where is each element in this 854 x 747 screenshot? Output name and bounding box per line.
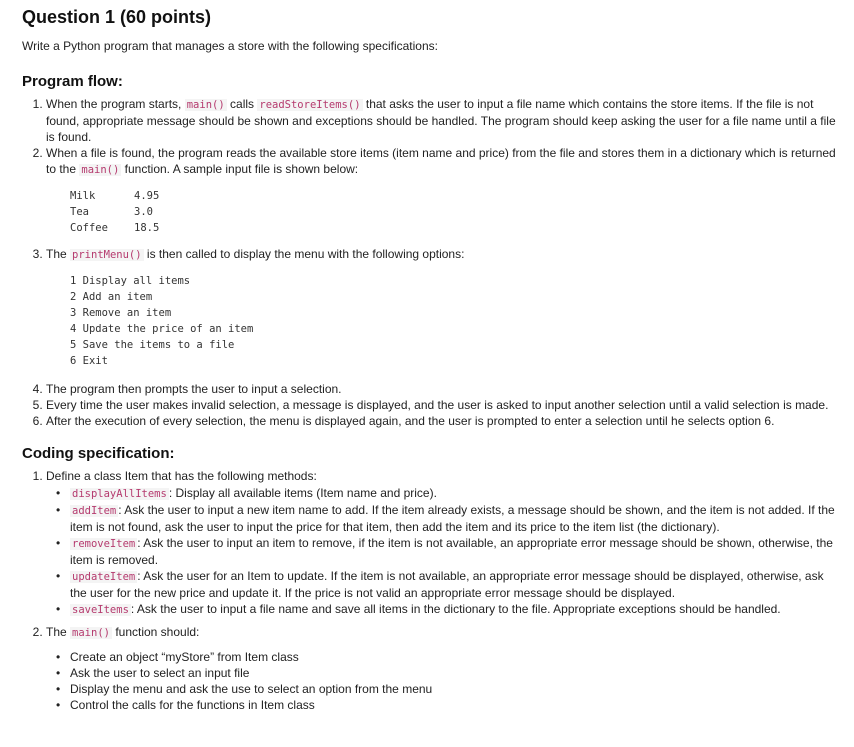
- document: [22, 6, 836, 719]
- method-item: • addItem : Ask the user to input a new item name to add. If the item already exists, a message should be shown, and the item is not added. If the item is not found, ask the user to input the price for that item, then add the item and its price to the item list (the dictionary).: [70, 502, 836, 535]
- inline-code: main(): [72, 627, 110, 639]
- sample-row: Tea 3.0: [70, 206, 153, 218]
- menu-option: 3 Remove an item: [70, 307, 172, 319]
- method-name: saveItems: [72, 604, 129, 616]
- sample-row: Coffee 18.5: [70, 222, 160, 234]
- main-task-item: • Display the menu and ask the use to select an option from the menu: [70, 681, 836, 697]
- main-task-item: • Ask the user to select an input file: [70, 665, 836, 681]
- flow-step-4: 4. The program then prompts the user to input a selection.: [46, 381, 836, 397]
- method-item: • removeItem : Ask the user to input an item to remove, if the item is not available, an appropriate error message should be shown, otherwise, the item is removed.: [70, 535, 836, 568]
- question-title: Question 1 (60 points): [22, 7, 212, 27]
- sample-row: Milk 4.95: [70, 190, 160, 202]
- inline-code: readStoreItems(): [259, 99, 361, 111]
- coding-spec-list: [22, 468, 836, 713]
- flow-step-1: 1. When the program starts, main() calls readStoreItems() that asks the user to input a file name which contains the store items. If the file is not found, appropriate message should be shown and exceptions should be handled. The program should keep asking the user for a file name until a file is found.: [46, 96, 836, 145]
- sample-input-file: [70, 188, 836, 236]
- menu-option: 2 Add an item: [70, 291, 153, 303]
- method-name: updateItem: [72, 571, 136, 583]
- flow-step-6: 6. After the execution of every selection, the menu is displayed again, and the user is prompted to enter a selection until he selects option 6.: [46, 413, 836, 429]
- method-name: removeItem: [72, 538, 136, 550]
- coding-spec-section: [22, 444, 836, 713]
- program-flow-heading: Program flow:: [22, 73, 123, 90]
- inline-code: main(): [81, 164, 120, 176]
- program-flow-list: [22, 96, 836, 429]
- flow-step-5: 5. Every time the user makes invalid selection, a message is displayed, and the user is asked to input another selection until a valid selection is made.: [46, 397, 836, 413]
- menu-option: 5 Save the items to a file: [70, 339, 235, 351]
- intro-text: Write a Python program that manages a store with the following specifications:: [22, 39, 438, 53]
- coding-item-1: 1. Define a class Item that has the following methods: • displayAllItems : Display all available items (Item name and price). • addItem : Ask the user to input a new item name to add. If the item already exists, a message should be shown, and the item is not added. If the item is not found, ask the user to input the price for that item, then add the item and its price to the item list (the dictionary). • removeItem : Ask the user to input an item to remove, if the item is not available, an appropriate error message should be shown, otherwise, the item is removed. • updateItem : Ask the user for an Item to update. If the item is not available, an appropriate error message should be displayed, otherwise, ask the user for the new price and update it. If the price is not valid an appropriate error message should be displayed. • saveItems : Ask the user to input a file name and save all items in the dictionary to the file. Appropriate exceptions should be handled.: [46, 468, 836, 618]
- main-task-item: • Create an object “myStore” from Item class: [70, 649, 836, 665]
- coding-item-2: 2. The main() function should: • Create an object “myStore” from Item class • Ask the user to select an input file • Display the menu and ask the use to select an option from the menu • Control the calls for the functions in Item class: [46, 624, 836, 713]
- method-item: • saveItems : Ask the user to input a file name and save all items in the dictionary to the file. Appropriate exceptions should be handled.: [70, 601, 836, 618]
- menu-option: 6 Exit: [70, 355, 108, 367]
- main-task-item: • Control the calls for the functions in Item class: [70, 697, 836, 713]
- method-list: [46, 485, 836, 618]
- coding-spec-heading: Coding specification:: [22, 445, 175, 462]
- method-item: • displayAllItems : Display all available items (Item name and price).: [70, 485, 836, 502]
- menu-option: 1 Display all items: [70, 275, 191, 287]
- flow-step-2: 2. When a file is found, the program reads the available store items (item name and price) from the file and stores them in a dictionary which is returned to the main() function. A sample input file is shown below: Milk 4.95 Tea 3.0 Coffee 18.5: [46, 145, 836, 236]
- main-task-list: [46, 649, 836, 713]
- menu-options-block: [70, 273, 836, 369]
- method-name: displayAllItems: [72, 488, 167, 500]
- flow-step-3: 3. The printMenu() is then called to display the menu with the following options: 1 Display all items 2 Add an item 3 Remove an item 4 Update the price of an item 5 Save the items to a file 6 Exit: [46, 246, 836, 369]
- method-name: addItem: [72, 505, 117, 517]
- menu-option: 4 Update the price of an item: [70, 323, 254, 335]
- inline-code: main(): [186, 99, 225, 111]
- inline-code: printMenu(): [72, 249, 142, 261]
- program-flow-section: [22, 72, 836, 429]
- method-item: • updateItem : Ask the user for an Item to update. If the item is not available, an appropriate error message should be displayed, otherwise, ask the user for the new price and update it. If the price is not valid an appropriate error message should be displayed.: [70, 568, 836, 601]
